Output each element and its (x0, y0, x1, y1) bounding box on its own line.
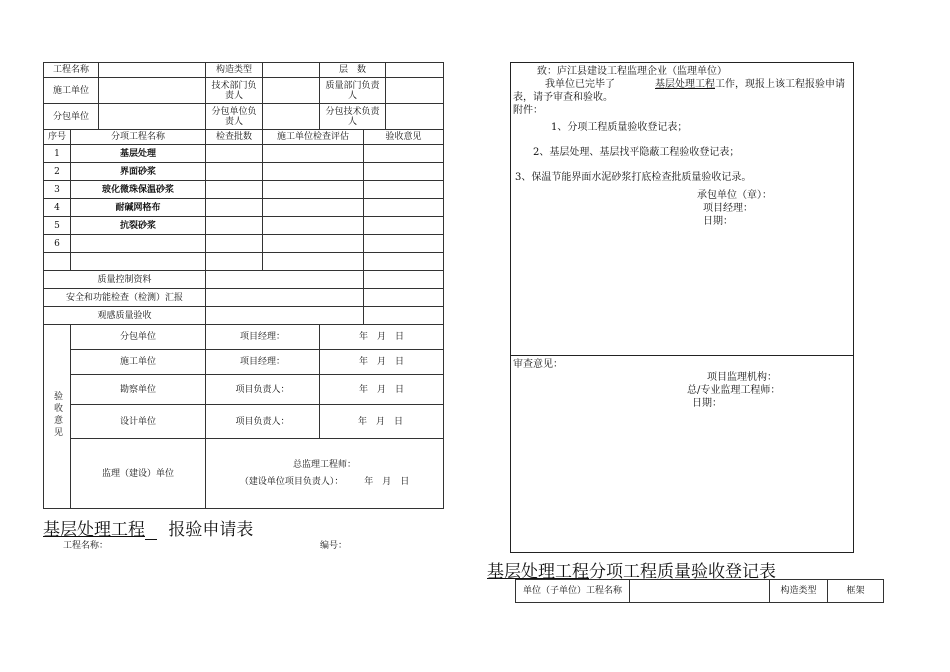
item-no: 5 (44, 217, 71, 235)
item-batches[interactable] (206, 253, 263, 271)
item-no (44, 253, 71, 271)
attachment-1: 1、分项工程质量验收登记表； (551, 122, 688, 133)
item-self-check[interactable] (263, 253, 364, 271)
unit-project-name-label: 单位（子单位）工程名称 (516, 580, 630, 603)
left-serial-label: 编号： (320, 541, 348, 551)
item-batches[interactable] (206, 199, 263, 217)
item-name: 抗裂砂浆 (71, 217, 206, 235)
subcontract-head-value[interactable] (263, 104, 320, 130)
item-batches[interactable] (206, 163, 263, 181)
supervisor-sign-cell (206, 439, 444, 509)
table-row (44, 145, 444, 163)
tech-head-label: 技术部门负责人 (206, 78, 263, 104)
quality-control-opinion[interactable] (364, 271, 444, 289)
body-project: 基层处理工程 (655, 79, 715, 90)
supervisor-person: 总监理工程师： (293, 459, 357, 470)
item-batches[interactable] (206, 145, 263, 163)
attachments-label: 附件： (513, 105, 543, 116)
item-name: 基层处理 (71, 145, 206, 163)
item-self-check[interactable] (263, 145, 364, 163)
item-acceptance[interactable] (364, 163, 444, 181)
acceptance-unit: 分包单位 (71, 325, 206, 350)
item-batches[interactable] (206, 181, 263, 199)
acceptance-label: 验收意见 (52, 391, 62, 439)
table-row (44, 235, 444, 253)
acceptance-person: 项目负责人： (206, 405, 320, 439)
item-self-check[interactable] (263, 235, 364, 253)
attachment-2: 2、基层处理、基层找平隐蔽工程验收登记表； (533, 147, 740, 158)
body-line-2: 表，请予审查和验收。 (513, 92, 613, 103)
item-acceptance[interactable] (364, 199, 444, 217)
col-header-acceptance: 验收意见 (364, 130, 444, 145)
appearance-label: 观感质量验收 (44, 307, 206, 325)
col-header-batches: 检查批数 (206, 130, 263, 145)
appearance-opinion[interactable] (364, 307, 444, 325)
acceptance-person: 项目经理： (206, 325, 320, 350)
left-title-text: 报验申请表 (168, 520, 254, 540)
item-name (71, 235, 206, 253)
acceptance-unit: 勘察单位 (71, 375, 206, 405)
acceptance-unit: 设计单位 (71, 405, 206, 439)
acceptance-label-cell (44, 325, 71, 509)
tech-head-value[interactable] (263, 78, 320, 104)
table-row (44, 199, 444, 217)
col-header-self-check: 施工单位检查评估 (263, 130, 364, 145)
supervision-org: 项目监理机构： (707, 372, 777, 383)
acceptance-unit: 施工单位 (71, 350, 206, 375)
attachment-3: 3、保温节能界面水泥砂浆打底检查批质量验收记录。 (515, 172, 752, 183)
col-header-no: 序号 (44, 130, 71, 145)
item-no: 1 (44, 145, 71, 163)
appearance-value[interactable] (206, 307, 364, 325)
item-name (71, 253, 206, 271)
project-name-value[interactable] (99, 63, 206, 78)
item-self-check[interactable] (263, 199, 364, 217)
item-no: 2 (44, 163, 71, 181)
subcontract-tech-label: 分包技术负责人 (320, 104, 386, 130)
item-self-check[interactable] (263, 163, 364, 181)
body-line-1: 我单位已完毕了 基层处理工程工作，现报上该工程报验申请 (545, 79, 845, 90)
addressee: 致：庐江县建设工程监理企业（监理单位） (537, 66, 727, 77)
acceptance-date: 年 月 日 (320, 350, 444, 375)
acceptance-person: 项目经理： (206, 350, 320, 375)
review-label: 审查意见： (513, 359, 563, 370)
acceptance-date: 年 月 日 (320, 405, 444, 439)
section-divider (511, 355, 853, 356)
quality-head-label: 质量部门负责人 (320, 78, 386, 104)
date-2: 日期： (692, 398, 722, 409)
acceptance-date: 年 月 日 (320, 325, 444, 350)
project-manager: 项目经理： (703, 203, 753, 214)
left-title-project: 基层处理工程 (43, 520, 145, 540)
table-row (44, 163, 444, 181)
safety-check-value[interactable] (206, 289, 364, 307)
left-form-table (43, 62, 444, 509)
table-row (44, 217, 444, 235)
right-title-text: 分项工程质量验收登记表 (589, 562, 776, 582)
floors-label: 层 数 (320, 63, 386, 78)
floors-value[interactable] (386, 63, 444, 78)
safety-check-opinion[interactable] (364, 289, 444, 307)
construction-unit-label: 施工单位 (44, 78, 99, 104)
table-row (44, 181, 444, 199)
project-name-label: 工程名称 (44, 63, 99, 78)
item-no: 6 (44, 235, 71, 253)
left-project-name-label: 工程名称： (63, 541, 109, 551)
item-name: 玻化微珠保温砂浆 (71, 181, 206, 199)
unit-project-name-value[interactable] (630, 580, 770, 603)
item-batches[interactable] (206, 235, 263, 253)
item-acceptance[interactable] (364, 253, 444, 271)
structure-type-value-right: 框架 (828, 580, 884, 603)
item-self-check[interactable] (263, 217, 364, 235)
quality-head-value[interactable] (386, 78, 444, 104)
date-1: 日期： (703, 216, 733, 227)
subcontract-tech-value[interactable] (386, 104, 444, 130)
item-self-check[interactable] (263, 181, 364, 199)
contractor-seal: 承包单位（章）： (697, 190, 772, 201)
supervisor-date: 年 月 日 (364, 476, 410, 487)
acceptance-date: 年 月 日 (320, 375, 444, 405)
item-name: 界面砂浆 (71, 163, 206, 181)
structure-type-label-right: 构造类型 (770, 580, 828, 603)
table-row (44, 253, 444, 271)
col-header-name: 分项工程名称 (71, 130, 206, 145)
item-acceptance[interactable] (364, 181, 444, 199)
right-form-box (510, 62, 854, 553)
item-no: 3 (44, 181, 71, 199)
structure-type-label: 构造类型 (206, 63, 263, 78)
item-no: 4 (44, 199, 71, 217)
quality-control-label: 质量控制资料 (44, 271, 206, 289)
item-name: 耐碱网格布 (71, 199, 206, 217)
item-acceptance[interactable] (364, 217, 444, 235)
supervisor-person-2: （建设单位项目负责人）： 年 月 日 (239, 476, 410, 487)
chief-engineer: 总/专业监理工程师： (687, 385, 781, 396)
subcontract-unit-value[interactable] (99, 104, 206, 130)
structure-type-value[interactable] (263, 63, 320, 78)
right-title-project: 基层处理工程 (487, 562, 589, 582)
safety-check-label: 安全和功能检查（检测）汇报 (44, 289, 206, 307)
supervisor-unit: 监理（建设）单位 (71, 439, 206, 509)
subcontract-head-label: 分包单位负责人 (206, 104, 263, 130)
construction-unit-value[interactable] (99, 78, 206, 104)
quality-control-value[interactable] (206, 271, 364, 289)
subcontract-unit-label: 分包单位 (44, 104, 99, 130)
item-acceptance[interactable] (364, 235, 444, 253)
right-bottom-table (515, 579, 884, 603)
item-acceptance[interactable] (364, 145, 444, 163)
item-batches[interactable] (206, 217, 263, 235)
acceptance-person: 项目负责人： (206, 375, 320, 405)
left-form-title (43, 515, 253, 540)
